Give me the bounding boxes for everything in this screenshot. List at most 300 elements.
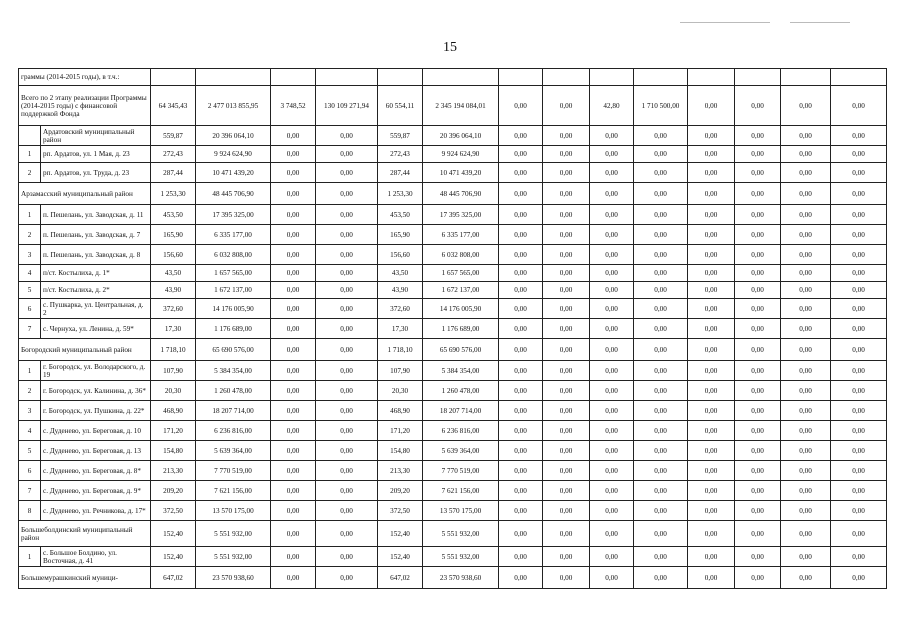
value-cell: 0,00 — [499, 401, 543, 421]
value-cell: 0,00 — [781, 567, 831, 589]
value-cell: 0,00 — [271, 282, 316, 299]
value-cell: 0,00 — [831, 501, 887, 521]
value-cell: 107,90 — [378, 361, 423, 381]
value-cell: 42,80 — [590, 86, 634, 126]
value-cell — [543, 69, 590, 86]
value-cell: 0,00 — [543, 461, 590, 481]
value-cell: 5 551 932,00 — [196, 521, 271, 547]
table-row — [19, 205, 887, 225]
value-cell: 0,00 — [688, 461, 735, 481]
row-number: 1 — [19, 547, 41, 567]
value-cell: 0,00 — [543, 521, 590, 547]
value-cell: 0,00 — [590, 547, 634, 567]
value-cell: 647,02 — [378, 567, 423, 589]
value-cell: 0,00 — [688, 481, 735, 501]
value-cell — [688, 69, 735, 86]
value-cell — [378, 69, 423, 86]
value-cell: 0,00 — [831, 146, 887, 163]
value-cell: 0,00 — [271, 126, 316, 146]
value-cell: 2 477 013 855,95 — [196, 86, 271, 126]
value-cell: 0,00 — [688, 183, 735, 205]
value-cell: 0,00 — [634, 126, 688, 146]
value-cell: 0,00 — [499, 265, 543, 282]
value-cell: 0,00 — [831, 319, 887, 339]
value-cell: 9 924 624,90 — [196, 146, 271, 163]
value-cell: 0,00 — [735, 265, 781, 282]
value-cell: 0,00 — [590, 282, 634, 299]
value-cell: 0,00 — [781, 381, 831, 401]
address-cell: рп. Ардатов, ул. 1 Мая, д. 23 — [41, 146, 151, 163]
value-cell: 0,00 — [831, 401, 887, 421]
value-cell: 0,00 — [634, 205, 688, 225]
value-cell: 0,00 — [735, 86, 781, 126]
value-cell: 1 657 565,00 — [423, 265, 499, 282]
value-cell: 0,00 — [590, 421, 634, 441]
value-cell: 0,00 — [735, 282, 781, 299]
value-cell: 7 770 519,00 — [196, 461, 271, 481]
value-cell: 0,00 — [590, 126, 634, 146]
value-cell: 0,00 — [831, 205, 887, 225]
value-cell — [271, 69, 316, 86]
value-cell: 0,00 — [634, 361, 688, 381]
value-cell: 0,00 — [634, 319, 688, 339]
value-cell: 0,00 — [316, 339, 378, 361]
value-cell: 5 384 354,00 — [196, 361, 271, 381]
value-cell: 65 690 576,00 — [423, 339, 499, 361]
table-row — [19, 401, 887, 421]
value-cell: 1 718,10 — [151, 339, 196, 361]
value-cell: 0,00 — [543, 163, 590, 183]
value-cell: 453,50 — [151, 205, 196, 225]
district-name: Ардатовский муниципальный район — [41, 126, 151, 146]
value-cell: 0,00 — [735, 501, 781, 521]
value-cell: 0,00 — [543, 381, 590, 401]
value-cell: 0,00 — [499, 361, 543, 381]
value-cell: 13 570 175,00 — [423, 501, 499, 521]
table-row — [19, 381, 887, 401]
value-cell: 453,50 — [378, 205, 423, 225]
value-cell: 0,00 — [590, 265, 634, 282]
table-row — [19, 319, 887, 339]
value-cell: 0,00 — [543, 481, 590, 501]
value-cell: 0,00 — [735, 361, 781, 381]
value-cell: 0,00 — [271, 441, 316, 461]
value-cell: 0,00 — [271, 381, 316, 401]
value-cell: 0,00 — [735, 339, 781, 361]
table-row — [19, 282, 887, 299]
value-cell: 0,00 — [781, 86, 831, 126]
value-cell: 0,00 — [590, 401, 634, 421]
value-cell: 0,00 — [735, 381, 781, 401]
row-name: граммы (2014-2015 годы), в т.ч.: — [19, 69, 151, 86]
value-cell: 23 570 938,60 — [423, 567, 499, 589]
value-cell: 0,00 — [634, 461, 688, 481]
value-cell: 5 639 364,00 — [423, 441, 499, 461]
value-cell — [781, 69, 831, 86]
value-cell: 0,00 — [781, 183, 831, 205]
value-cell: 647,02 — [151, 567, 196, 589]
value-cell: 0,00 — [316, 567, 378, 589]
value-cell: 0,00 — [543, 282, 590, 299]
address-cell: с. Чернуха, ул. Ленина, д. 59* — [41, 319, 151, 339]
value-cell: 372,50 — [378, 501, 423, 521]
value-cell: 1 253,30 — [151, 183, 196, 205]
value-cell: 0,00 — [590, 501, 634, 521]
value-cell: 0,00 — [499, 319, 543, 339]
row-number: 8 — [19, 501, 41, 521]
value-cell: 0,00 — [590, 183, 634, 205]
district-row — [19, 126, 887, 146]
value-cell: 0,00 — [781, 461, 831, 481]
value-cell: 0,00 — [499, 225, 543, 245]
value-cell: 7 621 156,00 — [196, 481, 271, 501]
page-number: 15 — [443, 40, 457, 55]
row-number: 5 — [19, 441, 41, 461]
row-number: 7 — [19, 319, 41, 339]
value-cell: 0,00 — [688, 146, 735, 163]
value-cell: 7 770 519,00 — [423, 461, 499, 481]
value-cell: 468,90 — [151, 401, 196, 421]
value-cell: 0,00 — [543, 183, 590, 205]
value-cell: 0,00 — [634, 146, 688, 163]
value-cell: 165,90 — [378, 225, 423, 245]
table-body — [19, 69, 887, 589]
value-cell: 0,00 — [543, 126, 590, 146]
value-cell: 0,00 — [543, 441, 590, 461]
value-cell: 0,00 — [831, 521, 887, 547]
address-cell: с. Большое Болдино, ул. Восточная, д. 41 — [41, 547, 151, 567]
value-cell: 0,00 — [499, 205, 543, 225]
value-cell: 0,00 — [499, 126, 543, 146]
value-cell: 0,00 — [543, 146, 590, 163]
section-row — [19, 183, 887, 205]
value-cell: 20 396 064,10 — [196, 126, 271, 146]
value-cell: 0,00 — [688, 547, 735, 567]
table-row — [19, 265, 887, 282]
table-row — [19, 245, 887, 265]
value-cell: 0,00 — [499, 299, 543, 319]
value-cell: 0,00 — [735, 521, 781, 547]
value-cell: 1 710 500,00 — [634, 86, 688, 126]
value-cell: 0,00 — [831, 461, 887, 481]
value-cell: 0,00 — [634, 163, 688, 183]
value-cell: 0,00 — [781, 501, 831, 521]
value-cell: 5 551 932,00 — [423, 521, 499, 547]
value-cell: 0,00 — [316, 521, 378, 547]
value-cell: 0,00 — [781, 245, 831, 265]
address-cell: с. Дуденево, ул. Береговая, д. 9* — [41, 481, 151, 501]
address-cell: п. Пешелань, ул. Заводская, д. 7 — [41, 225, 151, 245]
value-cell: 0,00 — [590, 205, 634, 225]
value-cell: 0,00 — [316, 126, 378, 146]
value-cell: 0,00 — [634, 282, 688, 299]
value-cell: 0,00 — [781, 319, 831, 339]
value-cell: 0,00 — [499, 481, 543, 501]
value-cell: 287,44 — [378, 163, 423, 183]
address-cell: п. Пешелань, ул. Заводская, д. 11 — [41, 205, 151, 225]
value-cell: 468,90 — [378, 401, 423, 421]
value-cell: 0,00 — [499, 461, 543, 481]
value-cell: 0,00 — [271, 265, 316, 282]
value-cell: 0,00 — [781, 282, 831, 299]
value-cell: 0,00 — [781, 205, 831, 225]
address-cell: с. Пушкарка, ул. Центральная, д. 2 — [41, 299, 151, 319]
value-cell: 7 621 156,00 — [423, 481, 499, 501]
value-cell — [831, 69, 887, 86]
value-cell: 5 384 354,00 — [423, 361, 499, 381]
value-cell: 0,00 — [271, 205, 316, 225]
value-cell: 18 207 714,00 — [196, 401, 271, 421]
value-cell: 152,40 — [151, 547, 196, 567]
value-cell: 0,00 — [634, 547, 688, 567]
value-cell: 0,00 — [499, 86, 543, 126]
value-cell: 1 657 565,00 — [196, 265, 271, 282]
value-cell: 1 672 137,00 — [196, 282, 271, 299]
row-number: 2 — [19, 163, 41, 183]
row-number: 1 — [19, 146, 41, 163]
value-cell: 0,00 — [634, 501, 688, 521]
address-cell: рп. Ардатов, ул. Труда, д. 23 — [41, 163, 151, 183]
value-cell: 5 551 932,00 — [423, 547, 499, 567]
value-cell: 0,00 — [781, 225, 831, 245]
value-cell: 0,00 — [590, 481, 634, 501]
value-cell: 171,20 — [378, 421, 423, 441]
value-cell: 0,00 — [688, 245, 735, 265]
value-cell: 48 445 706,90 — [196, 183, 271, 205]
value-cell: 1 176 689,00 — [196, 319, 271, 339]
value-cell: 14 176 005,90 — [423, 299, 499, 319]
value-cell: 152,40 — [378, 547, 423, 567]
value-cell: 272,43 — [378, 146, 423, 163]
value-cell: 1 260 478,00 — [423, 381, 499, 401]
value-cell: 0,00 — [634, 481, 688, 501]
value-cell: 0,00 — [831, 547, 887, 567]
value-cell: 0,00 — [316, 265, 378, 282]
value-cell: 0,00 — [543, 361, 590, 381]
value-cell: 0,00 — [499, 339, 543, 361]
value-cell — [423, 69, 499, 86]
value-cell: 0,00 — [831, 126, 887, 146]
value-cell: 20,30 — [378, 381, 423, 401]
value-cell: 0,00 — [271, 521, 316, 547]
row-number: 2 — [19, 381, 41, 401]
value-cell: 0,00 — [499, 547, 543, 567]
value-cell: 0,00 — [316, 319, 378, 339]
value-cell: 0,00 — [316, 183, 378, 205]
row-name: Арзамасский муниципальный район — [19, 183, 151, 205]
address-cell: г. Богородск, ул. Калинина, д. 36* — [41, 381, 151, 401]
table-row — [19, 461, 887, 481]
value-cell: 0,00 — [735, 163, 781, 183]
value-cell: 0,00 — [831, 86, 887, 126]
value-cell: 0,00 — [590, 245, 634, 265]
value-cell: 0,00 — [688, 126, 735, 146]
value-cell: 5 639 364,00 — [196, 441, 271, 461]
value-cell: 272,43 — [151, 146, 196, 163]
value-cell: 43,50 — [151, 265, 196, 282]
value-cell: 17,30 — [378, 319, 423, 339]
program-register-table — [18, 68, 887, 589]
value-cell: 0,00 — [590, 225, 634, 245]
value-cell: 6 335 177,00 — [423, 225, 499, 245]
value-cell: 0,00 — [781, 421, 831, 441]
value-cell: 2 345 194 084,01 — [423, 86, 499, 126]
table-row — [19, 163, 887, 183]
value-cell: 0,00 — [543, 205, 590, 225]
value-cell: 0,00 — [831, 339, 887, 361]
value-cell: 0,00 — [634, 225, 688, 245]
value-cell: 0,00 — [499, 163, 543, 183]
value-cell: 209,20 — [378, 481, 423, 501]
value-cell: 0,00 — [316, 421, 378, 441]
value-cell: 0,00 — [688, 567, 735, 589]
value-cell: 372,50 — [151, 501, 196, 521]
value-cell: 0,00 — [735, 401, 781, 421]
row-number: 4 — [19, 265, 41, 282]
value-cell: 0,00 — [499, 183, 543, 205]
value-cell: 0,00 — [499, 421, 543, 441]
value-cell: 17 395 325,00 — [196, 205, 271, 225]
value-cell: 0,00 — [316, 441, 378, 461]
value-cell — [590, 69, 634, 86]
scan-artifact — [680, 22, 770, 23]
value-cell: 0,00 — [634, 401, 688, 421]
value-cell: 65 690 576,00 — [196, 339, 271, 361]
value-cell: 372,60 — [151, 299, 196, 319]
value-cell: 0,00 — [271, 245, 316, 265]
value-cell: 0,00 — [688, 205, 735, 225]
table-row — [19, 501, 887, 521]
value-cell: 0,00 — [735, 481, 781, 501]
value-cell: 0,00 — [316, 205, 378, 225]
value-cell: 43,90 — [151, 282, 196, 299]
value-cell: 0,00 — [590, 461, 634, 481]
value-cell: 10 471 439,20 — [423, 163, 499, 183]
value-cell: 154,80 — [151, 441, 196, 461]
value-cell: 0,00 — [735, 319, 781, 339]
value-cell: 0,00 — [499, 441, 543, 461]
value-cell: 0,00 — [831, 299, 887, 319]
value-cell: 6 032 808,00 — [196, 245, 271, 265]
value-cell: 0,00 — [543, 245, 590, 265]
value-cell: 0,00 — [735, 245, 781, 265]
row-name: Большемурашкинский муници- — [19, 567, 151, 589]
value-cell: 0,00 — [735, 205, 781, 225]
value-cell — [196, 69, 271, 86]
value-cell: 1 176 689,00 — [423, 319, 499, 339]
value-cell: 0,00 — [316, 225, 378, 245]
value-cell: 0,00 — [316, 245, 378, 265]
value-cell: 0,00 — [781, 126, 831, 146]
row-name: Большеболдинский муниципальный район — [19, 521, 151, 547]
value-cell: 0,00 — [543, 421, 590, 441]
value-cell: 0,00 — [831, 265, 887, 282]
table-row — [19, 299, 887, 319]
row-number: 3 — [19, 245, 41, 265]
section-row — [19, 86, 887, 126]
scan-artifact — [790, 22, 850, 23]
value-cell: 0,00 — [781, 481, 831, 501]
value-cell: 43,90 — [378, 282, 423, 299]
row-number: 5 — [19, 282, 41, 299]
value-cell: 0,00 — [634, 381, 688, 401]
value-cell: 0,00 — [271, 501, 316, 521]
value-cell: 0,00 — [735, 547, 781, 567]
value-cell: 0,00 — [735, 183, 781, 205]
row-number: 2 — [19, 225, 41, 245]
value-cell: 0,00 — [590, 381, 634, 401]
value-cell: 0,00 — [831, 245, 887, 265]
value-cell: 0,00 — [271, 481, 316, 501]
value-cell: 0,00 — [634, 441, 688, 461]
value-cell: 0,00 — [688, 401, 735, 421]
value-cell: 0,00 — [831, 282, 887, 299]
address-cell: с. Дуденево, ул. Береговая, д. 10 — [41, 421, 151, 441]
value-cell: 0,00 — [316, 461, 378, 481]
value-cell: 0,00 — [543, 501, 590, 521]
value-cell: 0,00 — [634, 521, 688, 547]
value-cell: 0,00 — [781, 163, 831, 183]
value-cell: 154,80 — [378, 441, 423, 461]
value-cell: 0,00 — [271, 183, 316, 205]
value-cell: 20 396 064,10 — [423, 126, 499, 146]
value-cell: 165,90 — [151, 225, 196, 245]
value-cell: 156,60 — [378, 245, 423, 265]
value-cell: 213,30 — [151, 461, 196, 481]
value-cell: 559,87 — [151, 126, 196, 146]
value-cell: 0,00 — [781, 265, 831, 282]
table-row — [19, 146, 887, 163]
value-cell: 0,00 — [688, 225, 735, 245]
value-cell — [735, 69, 781, 86]
value-cell: 9 924 624,90 — [423, 146, 499, 163]
value-cell: 0,00 — [543, 319, 590, 339]
value-cell: 0,00 — [543, 547, 590, 567]
value-cell: 64 345,43 — [151, 86, 196, 126]
value-cell: 107,90 — [151, 361, 196, 381]
row-number: 6 — [19, 299, 41, 319]
value-cell: 18 207 714,00 — [423, 401, 499, 421]
value-cell: 0,00 — [271, 401, 316, 421]
value-cell: 0,00 — [688, 282, 735, 299]
value-cell: 1 718,10 — [378, 339, 423, 361]
value-cell: 0,00 — [316, 146, 378, 163]
value-cell: 0,00 — [688, 521, 735, 547]
value-cell: 0,00 — [688, 381, 735, 401]
value-cell: 209,20 — [151, 481, 196, 501]
value-cell: 0,00 — [735, 225, 781, 245]
value-cell: 372,60 — [378, 299, 423, 319]
value-cell: 0,00 — [831, 163, 887, 183]
value-cell: 0,00 — [735, 461, 781, 481]
value-cell: 0,00 — [271, 299, 316, 319]
value-cell: 0,00 — [271, 339, 316, 361]
value-cell: 0,00 — [781, 521, 831, 547]
value-cell: 43,50 — [378, 265, 423, 282]
value-cell: 0,00 — [831, 421, 887, 441]
value-cell: 0,00 — [590, 361, 634, 381]
value-cell: 0,00 — [688, 299, 735, 319]
section-row — [19, 339, 887, 361]
value-cell: 0,00 — [831, 225, 887, 245]
value-cell: 0,00 — [271, 163, 316, 183]
value-cell: 0,00 — [688, 421, 735, 441]
value-cell: 0,00 — [831, 381, 887, 401]
value-cell: 0,00 — [499, 245, 543, 265]
value-cell: 0,00 — [543, 265, 590, 282]
value-cell: 14 176 005,90 — [196, 299, 271, 319]
value-cell: 0,00 — [316, 381, 378, 401]
